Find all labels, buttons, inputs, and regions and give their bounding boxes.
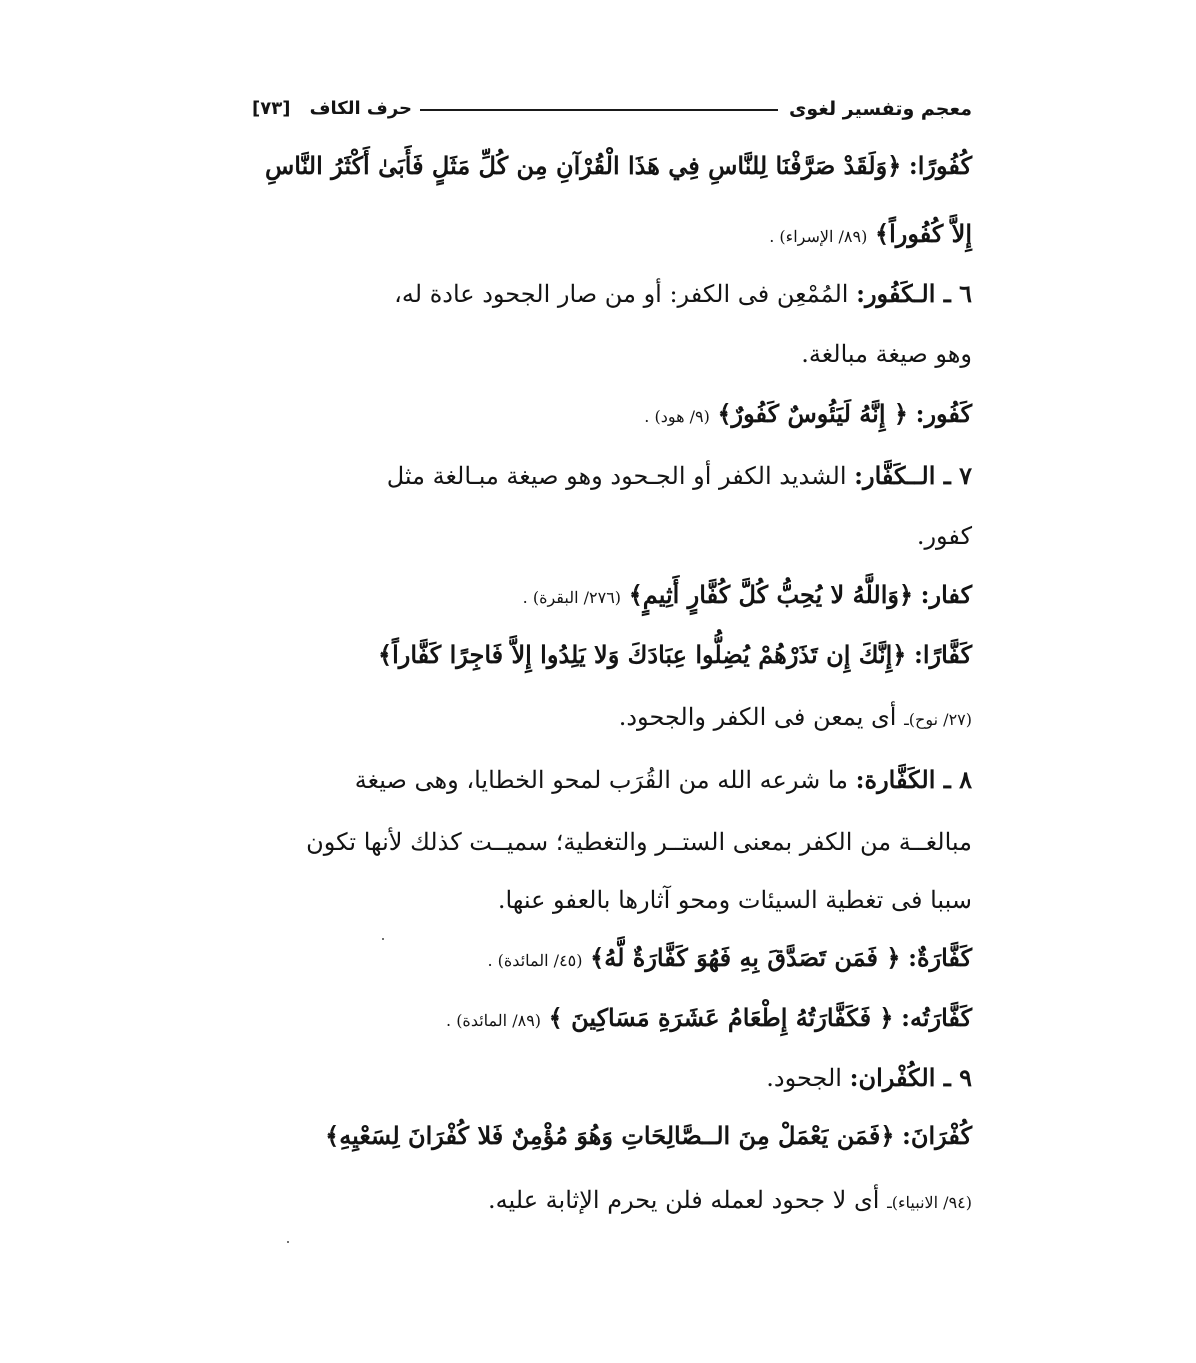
entry-term: كَفَّارَتُه: [901, 1003, 972, 1032]
text-line [619, 693, 972, 741]
text-line [644, 390, 972, 438]
quran-verse: ﴿ إِنَّهُ لَيَئُوسٌ كَفُورٌ﴾ [717, 399, 908, 428]
text-line [265, 142, 972, 190]
verse-reference: (٢٧٦/ البقرة) . [522, 588, 622, 607]
entry-heading-line [766, 1054, 972, 1102]
entry-heading-line [394, 270, 972, 318]
quran-verse: إِلاَّ كُفُوراً﴾ [875, 219, 972, 248]
text-line [769, 210, 972, 258]
entry-heading: ٧ ـ الــكَفَّار: [854, 461, 972, 490]
definition-text: ما شرعه الله من القُرَب لمحو الخطايا، وهى صيغة [354, 766, 849, 794]
verse-reference: (٨٩/ الإسراء) . [769, 227, 868, 246]
quran-verse: ﴿ فَمَن تَصَدَّقَ بِهِ فَهُوَ كَفَّارَةٌ لَّهُ﴾ [590, 943, 901, 972]
definition-text: الجحود. [766, 1064, 842, 1092]
text-line [446, 994, 972, 1042]
text-line [523, 571, 972, 619]
text-line [801, 330, 972, 378]
chapter-title: حرف الكاف [309, 98, 412, 119]
entry-term: كُفْرَانَ: [902, 1121, 972, 1150]
definition-text: سببا فى تغطية السيئات ومحو آثارها بالعفو عنها. [497, 886, 972, 914]
text-line [325, 1112, 972, 1160]
quran-verse: ﴿إِنَّكَ إِن تَذَرْهُمْ يُضِلُّوا عِبَادَكَ وَلا يَلِدُوا إِلاَّ فَاجِرًا كَفَّاراً﴾ [378, 640, 907, 669]
header-rule [420, 109, 778, 111]
definition-text: مبالغــة من الكفر بمعنى الستــر والتغطية؛ سميــت كذلك لأنها تكون [306, 828, 972, 856]
text-line [378, 631, 972, 679]
entry-heading: ٩ ـ الكُفْران: [849, 1063, 972, 1092]
quran-verse: ﴿فَمَن يَعْمَلْ مِنَ الــصَّالِحَاتِ وَهُوَ مُؤْمِنٌ فَلا كُفْرَانَ لِسَعْيِهِ﴾ [325, 1121, 895, 1150]
entry-heading-line [387, 452, 972, 500]
entry-heading: ٨ ـ الكَفَّارة: [855, 765, 972, 794]
text-line [488, 1176, 972, 1224]
definition-text: كفور. [916, 522, 972, 550]
text-line [306, 818, 972, 866]
verse-reference: (٨٩/ المائدة) . [446, 1011, 542, 1030]
text-line [488, 934, 973, 982]
running-header [252, 94, 972, 124]
quran-verse: ﴿وَلَقَدْ صَرَّفْنَا لِلنَّاسِ فِي هَذَا الْقُرْآنِ مِن كُلِّ مَثَلٍ فَأَبَىٰ أَكْثَرُ النَّاسِ [264, 151, 902, 180]
entry-heading: ٦ ـ الـكَفُور: [856, 279, 972, 308]
verse-reference: (٤٥/ المائدة) . [487, 951, 583, 970]
definition-text: الشديد الكفر أو الجـحود وهو صيغة مبـالغة مثل [386, 462, 847, 490]
verse-reference: (٢٧/ نوح)ـ [904, 710, 972, 729]
verse-reference: (٩/ هود) . [644, 407, 710, 426]
definition-text: أى لا جحود لعمله فلن يحرم الإثابة عليه. [488, 1186, 880, 1214]
entry-heading-line [355, 756, 972, 804]
page-number: [٧٣] [252, 98, 291, 119]
entry-term: كُفُورًا: [908, 151, 972, 180]
verse-reference: (٩٤/ الانبياء)ـ [887, 1193, 972, 1212]
definition-text: وهو صيغة مبالغة. [801, 340, 972, 368]
scan-speck [382, 938, 384, 940]
quran-verse: ﴿ فَكَفَّارَتُهُ إِطْعَامُ عَشَرَةِ مَسَاكِينَ ﴾ [548, 1003, 894, 1032]
entry-term: كفار: [920, 580, 972, 609]
text-line [917, 512, 972, 560]
definition-text: المُمْعِن فى الكفر: أو من صار الجحود عادة له، [394, 280, 849, 308]
scan-speck [287, 1241, 289, 1243]
entry-term: كَفَّارَةٌ: [908, 943, 972, 972]
book-title: معجم وتفسير لغوى [788, 98, 972, 120]
quran-verse: ﴿وَاللَّهُ لا يُحِبُّ كُلَّ كُفَّارٍ أَثِيمٍ﴾ [628, 580, 914, 609]
definition-text: أى يمعن فى الكفر والجحود. [618, 703, 897, 731]
text-line [498, 876, 972, 924]
entry-term: كَفَّارًا: [914, 640, 972, 669]
entry-term: كَفُور: [915, 399, 972, 428]
